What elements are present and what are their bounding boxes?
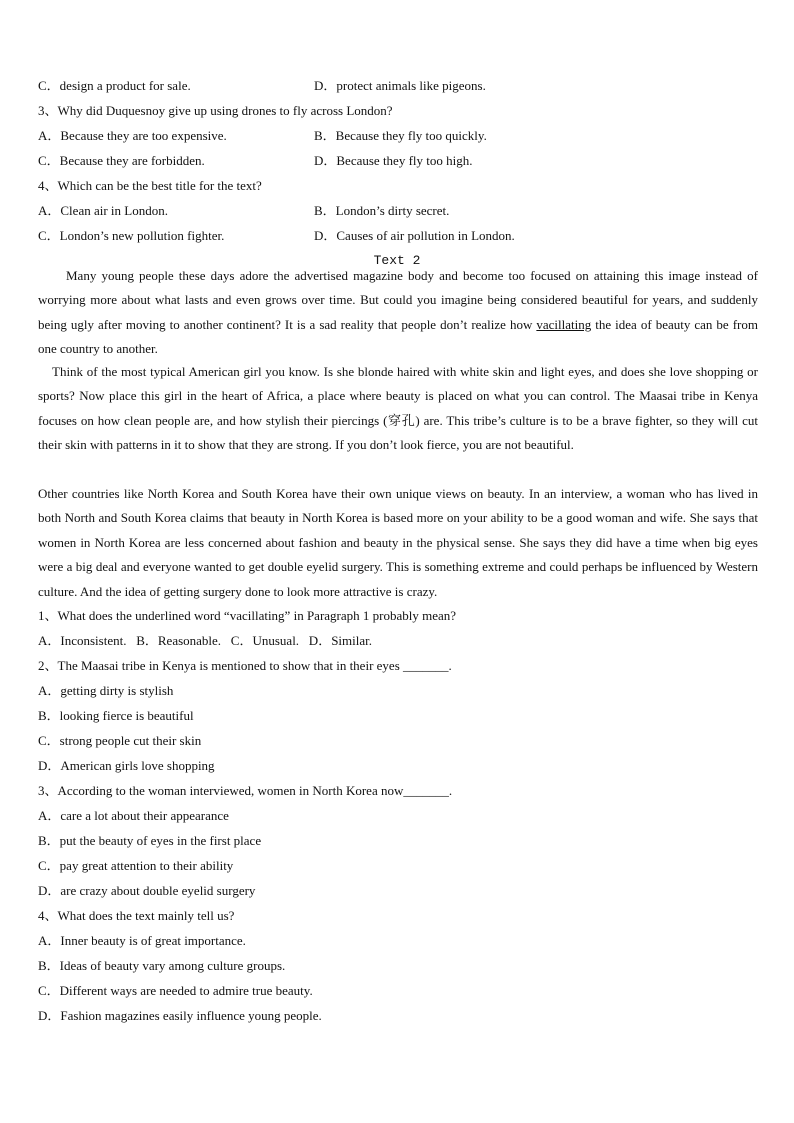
paragraph-3: Other countries like North Korea and South Korea have their own unique views on beauty. In an interview, a woman who has lived in both North and South Korea claims that beauty in North Korea is based more on your ability to be a good woman and wife. She says that women in North Korea are less concerned about fashion and beauty in the physical sense. She says they did have a time when big eyes were a big deal and everyone wanted to get double eyelid surgery. This is something extreme and could perhaps be influenced by Western culture. And the idea of getting surgery done to look more attractive is crazy.	[38, 486, 758, 599]
underlined-word: vacillating	[536, 316, 592, 332]
paragraph-1-text: Many young people these days adore the advertised magazine body and become too focused on attaining this image instead of worrying more about what lasts and even grows over time. But could you imagine being considered beautiful for years, and suddenly being ugly after moving to another continent? It is a sad reality that people don’t realize how	[38, 268, 758, 332]
prev-q3-option-c: C．Because they are forbidden.	[38, 153, 205, 168]
paragraph-1-text-end: the idea of beauty can be from one country to another.	[38, 316, 758, 357]
q4-option-d: D．Fashion magazines easily influence young people.	[38, 1008, 322, 1023]
q3-option-a: A．care a lot about their appearance	[38, 808, 229, 823]
q2-option-c: C．strong people cut their skin	[38, 733, 202, 748]
prev-q4-option-a: A．Clean air in London.	[38, 203, 168, 218]
prev-q3-option-a: A．Because they are too expensive.	[38, 128, 227, 143]
prev-q3-option-d: D．Because they fly too high.	[314, 153, 473, 168]
prev-q2-option-c: C．design a product for sale.	[38, 78, 191, 93]
prev-q4-stem: 4、Which can be the best title for the text?	[38, 178, 262, 193]
prev-q2-option-d: D．protect animals like pigeons.	[314, 78, 486, 93]
paragraph-1	[38, 264, 758, 362]
q2-option-b: B．looking fierce is beautiful	[38, 708, 194, 723]
q4-option-c: C．Different ways are needed to admire true beauty.	[38, 983, 313, 998]
q3-option-d: D．are crazy about double eyelid surgery	[38, 883, 256, 898]
paragraph-2: Think of the most typical American girl you know. Is she blonde haired with white skin and light eyes, and does she love shopping or sports? Now place this girl in the heart of Africa, a place where beauty is placed on what you can control. The Maasai tribe in Kenya focuses on how clean people are, and how stylish their piercings (穿孔) are. This tribe’s culture is to be a brave fighter, so they will cut their skin with patterns in it to show that they are strong. If you don’t look fierce, you are not beautiful.	[38, 364, 758, 453]
q2-stem: 2、The Maasai tribe in Kenya is mentioned to show that in their eyes _______.	[38, 658, 452, 673]
q2-option-d: D．American girls love shopping	[38, 758, 215, 773]
prev-q4-option-b: B．London’s dirty secret.	[314, 203, 450, 218]
q1-stem: 1、What does the underlined word “vacillating” in Paragraph 1 probably mean?	[38, 608, 457, 623]
q2-option-a: A．getting dirty is stylish	[38, 683, 174, 698]
prev-q3-option-b: B．Because they fly too quickly.	[314, 128, 487, 143]
q3-option-b: B．put the beauty of eyes in the first place	[38, 833, 262, 848]
prev-q4-option-d: D．Causes of air pollution in London.	[314, 228, 515, 243]
prev-q4-option-c: C．London’s new pollution fighter.	[38, 228, 225, 243]
q1-options: A．Inconsistent. B．Reasonable. C．Unusual. D．Similar.	[38, 633, 373, 648]
section-title: Text 2	[373, 253, 421, 268]
q3-stem: 3、According to the woman interviewed, women in North Korea now_______.	[38, 783, 453, 798]
prev-q3-stem: 3、Why did Duquesnoy give up using drones to fly across London?	[38, 103, 393, 118]
q4-option-a: A．Inner beauty is of great importance.	[38, 933, 246, 948]
q3-option-c: C．pay great attention to their ability	[38, 858, 234, 873]
q4-option-b: B．Ideas of beauty vary among culture groups.	[38, 958, 286, 973]
q4-stem: 4、What does the text mainly tell us?	[38, 908, 235, 923]
